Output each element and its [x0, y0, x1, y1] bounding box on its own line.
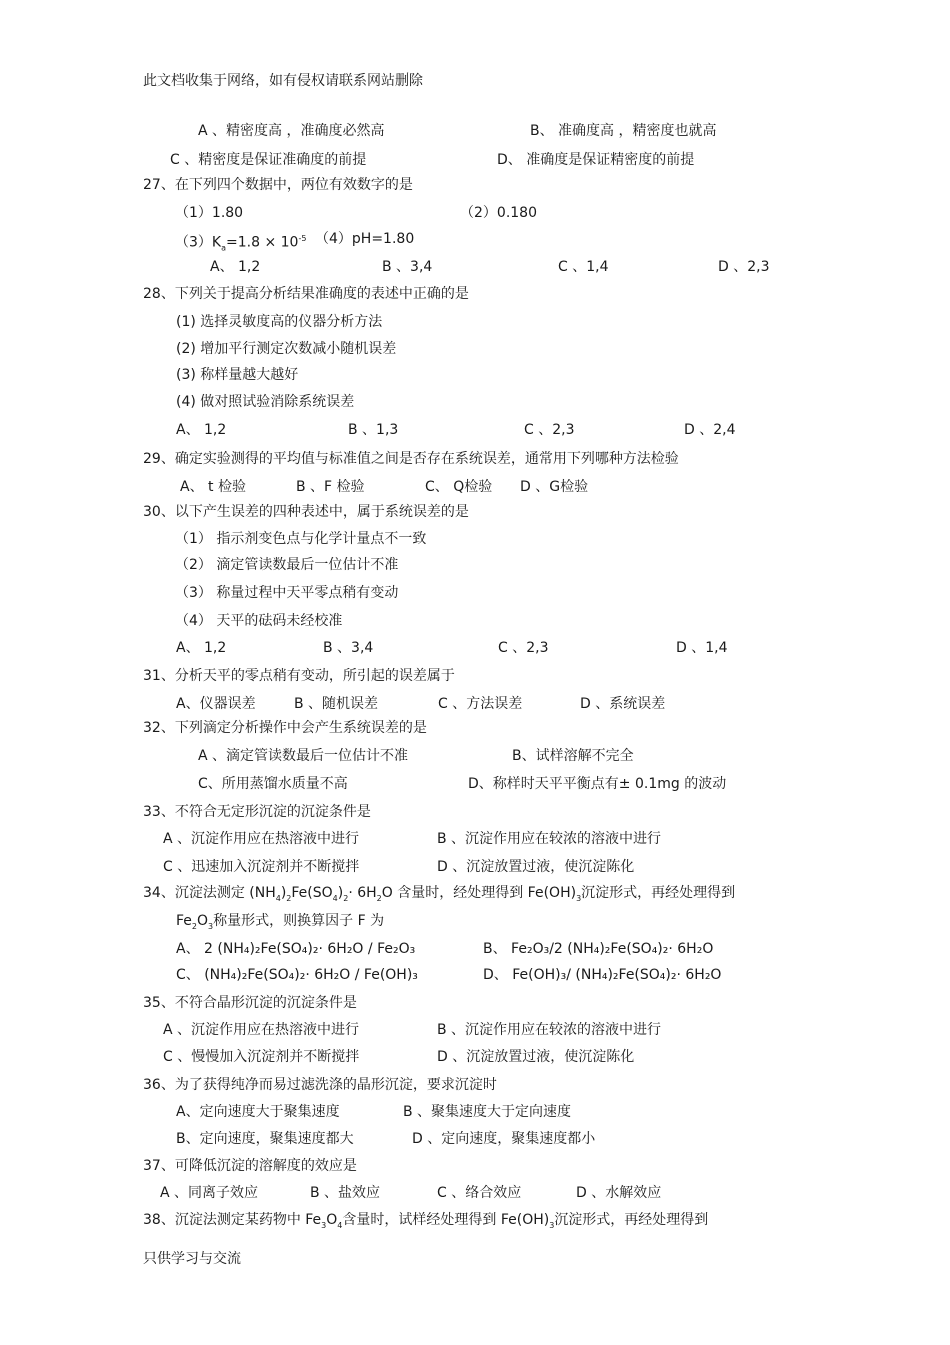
- q30-item-4: （4） 天平的砝码未经校准: [175, 613, 343, 629]
- q26-option-c: C 、精密度是保证准确度的前提: [170, 152, 367, 168]
- q30-option-c: C 、2,3: [498, 640, 549, 656]
- q30-item-1: （1） 指示剂变色点与化学计量点不一致: [175, 531, 427, 547]
- q36-stem: 36、为了获得纯净而易过滤洗涤的晶形沉淀，要求沉淀时: [143, 1077, 497, 1093]
- q34-option-c: C、 (NH₄)₂Fe(SO₄)₂· 6H₂O / Fe(OH)₃: [176, 967, 418, 983]
- q32-stem: 32、下列滴定分析操作中会产生系统误差的是: [143, 720, 427, 736]
- q36-option-d: D 、定向速度，聚集速度都小: [412, 1131, 596, 1147]
- q26-option-a: A 、精密度高 ，准确度必然高: [198, 123, 385, 139]
- q36-option-a: A、定向速度大于聚集速度: [176, 1104, 340, 1120]
- q35-option-a: A 、沉淀作用应在热溶液中进行: [163, 1022, 360, 1038]
- q28-option-b: B 、1,3: [348, 422, 399, 438]
- page-footer: 只供学习与交流: [143, 1251, 241, 1267]
- q28-item-2: (2) 增加平行测定次数减小随机误差: [176, 341, 397, 357]
- q28-option-d: D 、2,4: [684, 422, 736, 438]
- q32-option-b: B、试样溶解不完全: [512, 748, 634, 764]
- q32-option-c: C、所用蒸馏水质量不高: [198, 776, 348, 792]
- q34-stem-line-2: $Fe_2O_3$称量形式，则换算因子 F 为: [176, 913, 385, 931]
- page-header: 此文档收集于网络，如有侵权请联系网站删除: [143, 73, 423, 89]
- q29-option-b: B 、F 检验: [296, 479, 365, 495]
- q32-option-d: D、称样时天平平衡点有± 0.1mg 的波动: [468, 776, 727, 792]
- q27-option-d: D 、2,3: [718, 259, 770, 275]
- q27-option-b: B 、3,4: [382, 259, 433, 275]
- q28-option-a: A、 1,2: [176, 422, 227, 438]
- q27-option-c: C 、1,4: [558, 259, 609, 275]
- q28-option-c: C 、2,3: [524, 422, 575, 438]
- q29-option-a: A、 t 检验: [180, 479, 246, 495]
- q31-option-d: D 、系统误差: [580, 696, 666, 712]
- q27-item-3: $(3)K_a=1.8 \times 10^{-5}$: [175, 234, 307, 253]
- q33-option-c: C 、迅速加入沉淀剂并不断搅拌: [163, 859, 360, 875]
- q30-item-3: （3） 称量过程中天平零点稍有变动: [175, 585, 399, 601]
- q31-stem: 31、分析天平的零点稍有变动，所引起的误差属于: [143, 668, 455, 684]
- q31-option-a: A、仪器误差: [176, 696, 256, 712]
- q34-stem-line-1: 34、沉淀法测定 $(NH_4)_2Fe(SO_4)_2\cdot 6H_2O$ 含量时，经处理得到 $Fe(OH)_3$沉淀形式，再经处理得到: [143, 885, 736, 903]
- q30-stem: 30、以下产生误差的四种表述中，属于系统误差的是: [143, 504, 469, 520]
- q27-item-2: （2）0.180: [460, 205, 537, 221]
- q30-option-b: B 、3,4: [323, 640, 374, 656]
- q28-item-3: (3) 称样量越大越好: [176, 367, 299, 383]
- q35-option-b: B 、沉淀作用应在较浓的溶液中进行: [437, 1022, 662, 1038]
- q36-option-b: B 、聚集速度大于定向速度: [403, 1104, 572, 1120]
- q32-option-a: A 、滴定管读数最后一位估计不准: [198, 748, 409, 764]
- q34-option-d: D、 Fe(OH)₃/ (NH₄)₂Fe(SO₄)₂· 6H₂O: [483, 967, 722, 983]
- q37-option-c: C 、络合效应: [437, 1185, 522, 1201]
- q26-option-d: D、 准确度是保证精密度的前提: [497, 152, 695, 168]
- q31-option-b: B 、随机误差: [294, 696, 379, 712]
- q38-stem: 38、沉淀法测定某药物中 $Fe_3O_4$含量时，试样经处理得到 $Fe(OH)_3$沉淀形式，再经处理得到: [143, 1212, 709, 1230]
- q27-option-a: A、 1,2: [210, 259, 261, 275]
- q37-option-d: D 、水解效应: [576, 1185, 662, 1201]
- q27-item-1: （1）1.80: [175, 205, 244, 221]
- q31-option-c: C 、方法误差: [438, 696, 523, 712]
- q34-option-b: B、 Fe₂O₃/2 (NH₄)₂Fe(SO₄)₂· 6H₂O: [483, 941, 714, 957]
- q29-option-d: D 、G检验: [520, 479, 589, 495]
- q28-item-1: (1) 选择灵敏度高的仪器分析方法: [176, 314, 383, 330]
- q37-stem: 37、可降低沉淀的溶解度的效应是: [143, 1158, 357, 1174]
- q29-option-c: C、 Q检验: [425, 479, 493, 495]
- q37-option-b: B 、盐效应: [310, 1185, 381, 1201]
- q34-option-a: A、 2 (NH₄)₂Fe(SO₄)₂· 6H₂O / Fe₂O₃: [176, 941, 416, 957]
- q35-stem: 35、不符合晶形沉淀的沉淀条件是: [143, 995, 357, 1011]
- q33-option-d: D 、沉淀放置过液，使沉淀陈化: [437, 859, 635, 875]
- q33-option-a: A 、沉淀作用应在热溶液中进行: [163, 831, 360, 847]
- q36-option-c: B、定向速度，聚集速度都大: [176, 1131, 354, 1147]
- q27-stem: 27、在下列四个数据中，两位有效数字的是: [143, 177, 413, 193]
- q30-option-a: A、 1,2: [176, 640, 227, 656]
- q28-stem: 28、下列关于提高分析结果准确度的表述中正确的是: [143, 286, 469, 302]
- q28-item-4: (4) 做对照试验消除系统误差: [176, 394, 355, 410]
- q37-option-a: A 、同离子效应: [160, 1185, 259, 1201]
- q27-item-4: （4）pH=1.80: [315, 231, 415, 247]
- q35-option-c: C 、慢慢加入沉淀剂并不断搅拌: [163, 1049, 360, 1065]
- q26-option-b: B、 准确度高 ，精密度也就高: [530, 123, 717, 139]
- q35-option-d: D 、沉淀放置过液，使沉淀陈化: [437, 1049, 635, 1065]
- q33-option-b: B 、沉淀作用应在较浓的溶液中进行: [437, 831, 662, 847]
- q30-item-2: （2） 滴定管读数最后一位估计不准: [175, 557, 399, 573]
- q33-stem: 33、不符合无定形沉淀的沉淀条件是: [143, 804, 371, 820]
- q29-stem: 29、确定实验测得的平均值与标准值之间是否存在系统误差，通常用下列哪种方法检验: [143, 451, 679, 467]
- q30-option-d: D 、1,4: [676, 640, 728, 656]
